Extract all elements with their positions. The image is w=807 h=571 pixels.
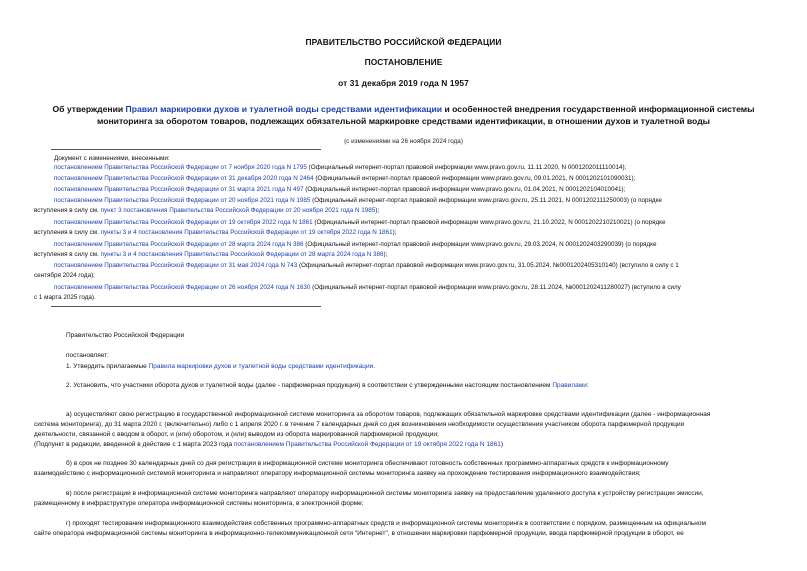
change-link[interactable]: постановлением Правительства Российской Федерации от 26 ноября 2024 года N 1630 [54, 284, 311, 291]
paragraph-1: 1. Утвердить прилагаемые Правила маркировки духов и туалетной воды средствами идентификации. [66, 363, 376, 370]
subparagraph-b-line: взаимодействию с информационной системой мониторинга и направляют оператору информационной системы мониторинга заявку на прохождение тестирования информационного взаимодействия; [34, 470, 641, 477]
divider-bottom [51, 306, 321, 307]
changes-intro: Документ с изменениями, внесенными: [54, 155, 170, 162]
change-link[interactable]: пункты 3 и 4 постановления Правительства Российской Федерации от 28 марта 2024 года N 386 [100, 251, 384, 258]
change-link[interactable]: постановлением Правительства Российской Федерации от 20 ноября 2021 года N 1985 [54, 197, 311, 204]
rules-link-2[interactable]: Правилами [552, 382, 587, 389]
change-item: постановлением Правительства Российской Федерации от 19 октября 2022 года N 1861 (Официальный интернет-портал правовой информации www.pravo.gov.ru, 21.10.2022, N 0001202210210021) (о порядке [54, 219, 666, 226]
change-item: постановлением Правительства Российской Федерации от 28 марта 2024 года N 386 (Официальный интернет-портал правовой информации www.pravo.gov.ru, 29.03.2024, N 0001202403290039) (о порядке [54, 241, 657, 248]
change-item-cont: с 1 марта 2025 года). [34, 294, 96, 301]
document-date: от 31 декабря 2019 года N 1957 [338, 78, 469, 88]
subparagraph-g-line: г) проходят тестирование информационного взаимодействия собственных программно-аппаратных средств и информационной системы мониторинга в соответствии с порядком, размещенным на официальном [66, 520, 706, 527]
government-heading: ПРАВИТЕЛЬСТВО РОССИЙСКОЙ ФЕДЕРАЦИИ [305, 37, 502, 47]
change-link[interactable]: постановлением Правительства Российской Федерации от 31 марта 2021 года N 497 [54, 186, 304, 193]
subparagraph-v-line: размещенному в инфраструктуре оператора информационной системы мониторинга, в электронной форме; [34, 500, 364, 507]
government-line: Правительство Российской Федерации [66, 332, 185, 339]
change-item-cont: сентября 2024 года); [34, 272, 95, 279]
title-prefix: Об утверждении [52, 104, 126, 114]
change-link[interactable]: постановлением Правительства Российской Федерации от 7 ноября 2020 года N 1795 [54, 164, 307, 171]
document-type: ПОСТАНОВЛЕНИЕ [364, 57, 443, 67]
paragraph-2: 2. Установить, что участники оборота духов и туалетной воды (далее - парфюмерная продукция) в соответствии с утвержденными настоящим постановлением Правилами: [66, 382, 589, 389]
change-item: постановлением Правительства Российской Федерации от 7 ноября 2020 года N 1795 (Официальный интернет-портал правовой информации www.pravo.gov.ru, 11.11.2020, N 0001202011110014); [54, 164, 627, 171]
revision-note: (с изменениями на 26 ноября 2024 года) [344, 138, 463, 145]
change-link[interactable]: постановлением Правительства Российской Федерации от 19 октября 2022 года N 1861 [54, 219, 313, 226]
subparagraph-g-line: сайте оператора информационной системы мониторинга в информационно-телекоммуникационной сети "Интернет", в отношении маркировки парфюмерной продукции, ввода парфюмерной продукции в оборот, ее [34, 530, 684, 537]
change-link[interactable]: пункт 3 постановления Правительства Российской Федерации от 20 ноября 2021 года N 1985 [100, 207, 376, 214]
change-item: постановлением Правительства Российской Федерации от 26 ноября 2024 года N 1630 (Официальный интернет-портал правовой информации www.pravo.gov.ru, 28.11.2024, №0001202411280027) (вступило в силу [54, 284, 681, 291]
change-item-cont: вступления в силу см. пункты 3 и 4 постановления Правительства Российской Федерации от 19 октября 2022 года N 1861); [34, 229, 397, 236]
change-item: постановлением Правительства Российской Федерации от 31 марта 2021 года N 497 (Официальный интернет-портал правовой информации www.pravo.gov.ru, 01.04.2021, N 0001202104010041); [54, 186, 626, 193]
change-link[interactable]: пункты 3 и 4 постановления Правительства Российской Федерации от 19 октября 2022 года N 1861 [100, 229, 393, 236]
subparagraph-a-line: а) осуществляют свою регистрацию в государственной информационной системе мониторинга за оборотом товаров, подлежащих обязательной маркировке средствами идентификации (далее - информационная [66, 411, 711, 418]
amendment-link[interactable]: постановлением Правительства Российской Федерации от 19 октября 2022 года N 1861 [233, 441, 501, 448]
change-item-cont: вступления в силу см. пункт 3 постановления Правительства Российской Федерации от 20 ноября 2021 года N 1985); [34, 207, 380, 214]
title-line2: мониторинга за оборотом товаров, подлежащих обязательной маркировке средствами идентификации, в отношении духов и туалетной воды [96, 116, 710, 126]
title-rules-link[interactable]: Правил маркировки духов и туалетной воды средствами идентификации [125, 104, 443, 114]
change-item-cont: вступления в силу см. пункты 3 и 4 постановления Правительства Российской Федерации от 28 марта 2024 года N 386); [34, 251, 388, 258]
change-link[interactable]: постановлением Правительства Российской Федерации от 31 мая 2024 года N 743 [54, 262, 298, 269]
subparagraph-a-line: система мониторинга), до 31 марта 2020 г. (включительно) либо с 1 апреля 2020 г. в течение 7 календарных дней со дня возникновения необходимости осуществления участником оборота парфюмерной продукции [34, 421, 685, 428]
title-line1-rest: и особенностей внедрения государственной информационной системы [442, 104, 755, 114]
subparagraph-a-line: деятельности, связанной с вводом в оборот, и (или) оборотом, и (или) выводом из оборота маркированной парфюмерной продукции; [34, 431, 439, 438]
decides-line: постановляет: [66, 352, 109, 359]
change-item: постановлением Правительства Российской Федерации от 31 декабря 2020 года N 2464 (Официальный интернет-портал правовой информации www.pravo.gov.ru, 09.01.2021, N 0001202101090031); [54, 175, 636, 182]
change-item: постановлением Правительства Российской Федерации от 31 мая 2024 года N 743 (Официальный интернет-портал правовой информации www.pravo.gov.ru, 31.05.2024, №0001202405310140) (вступило в силу с 1 [54, 262, 679, 269]
subparagraph-v-line: в) после регистрации в информационной системе мониторинга направляют оператору информационной системы мониторинга заявку на предоставление удаленного доступа к устройству регистрации эмиссии, [66, 490, 704, 497]
document-title [22, 103, 785, 127]
change-link[interactable]: постановлением Правительства Российской Федерации от 31 декабря 2020 года N 2464 [54, 175, 314, 182]
subparagraph-b-line: б) в срок не позднее 30 календарных дней со дня регистрации в информационной системе мониторинга обеспечивают готовность собственных программно-аппаратных средств к информационному [66, 460, 669, 467]
rules-link[interactable]: Правила маркировки духов и туалетной воды средствами идентификации [148, 363, 374, 370]
divider-top [51, 149, 321, 150]
change-item: постановлением Правительства Российской Федерации от 20 ноября 2021 года N 1985 (Официальный интернет-портал правовой информации www.pravo.gov.ru, 25.11.2021, N 0001202111250003) (о порядке [54, 197, 662, 204]
change-link[interactable]: постановлением Правительства Российской Федерации от 28 марта 2024 года N 386 [54, 241, 304, 248]
subparagraph-a-note: (Подпункт в редакции, введенной в действие с 1 марта 2023 года постановлением Правительства Российской Федерации от 19 октября 2022 года N 1861) [34, 441, 504, 448]
